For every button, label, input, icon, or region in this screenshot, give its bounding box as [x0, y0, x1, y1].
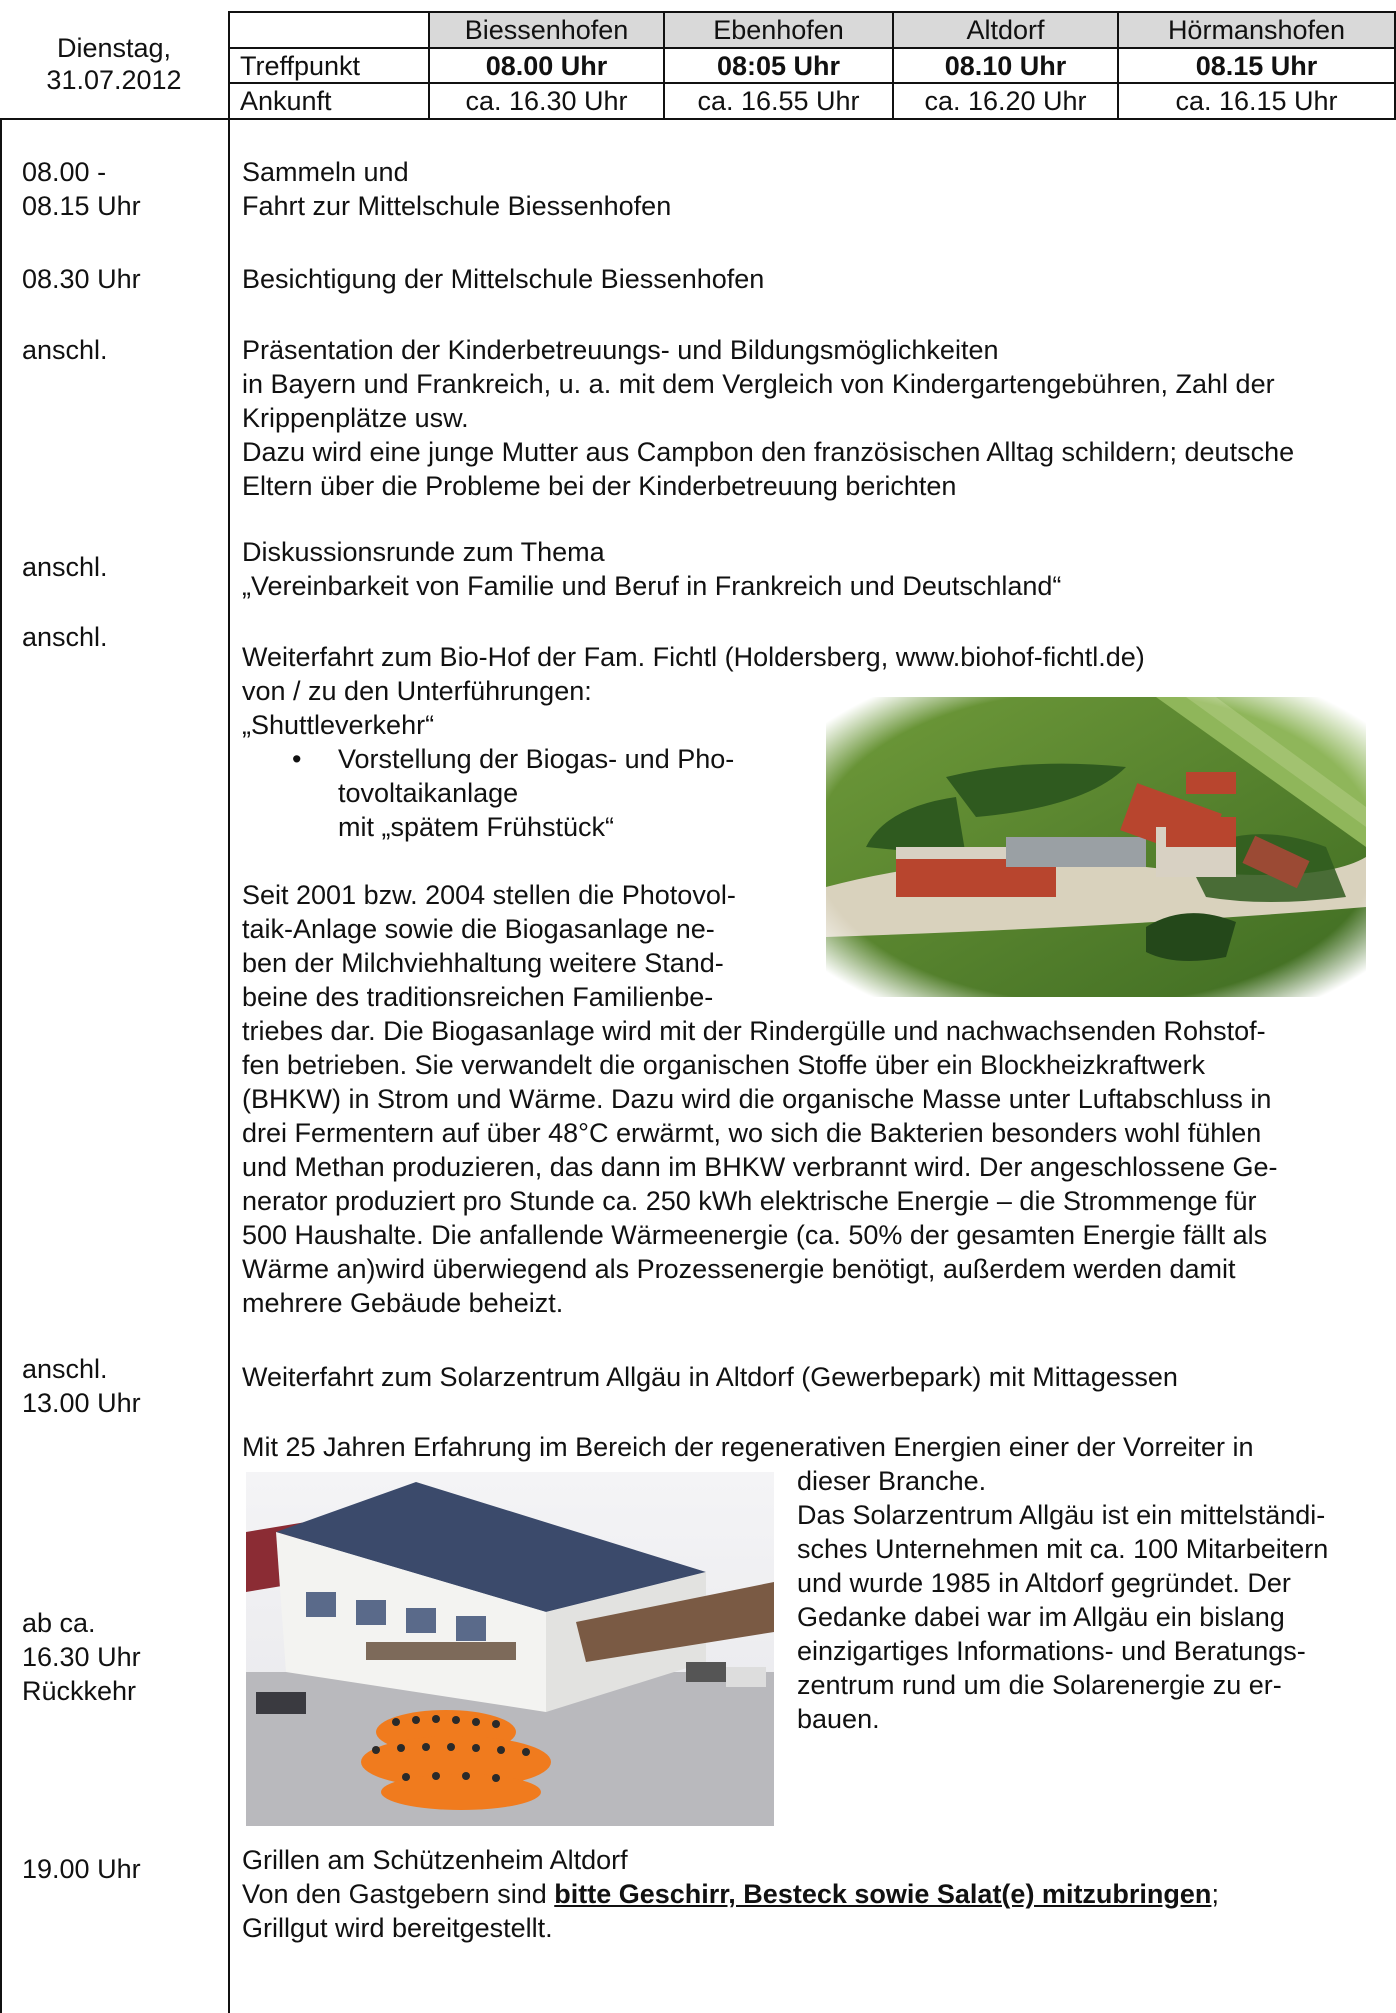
- text-line: Gedanke dabei war im Allgäu ein bislang: [797, 1602, 1285, 1632]
- text-line: sches Unternehmen mit ca. 100 Mitarbeitern: [797, 1534, 1329, 1564]
- text-line: Das Solarzentrum Allgäu ist ein mittelständi-: [797, 1500, 1326, 1530]
- section-solarzentrum-line1: Weiterfahrt zum Solarzentrum Allgäu in Altdorf (Gewerbepark) mit Mittagessen: [242, 1362, 1178, 1392]
- text-line: Vorstellung der Biogas- und Pho-: [338, 744, 735, 774]
- frame-column-divider: [228, 120, 230, 2013]
- section-biohof-narrow: [242, 878, 736, 1014]
- ankunft-time: ca. 16.30 Uhr: [465, 86, 628, 116]
- text-line: Wärme an)wird überwiegend als Prozessenergie benötigt, außerdem werden damit: [242, 1254, 1236, 1284]
- text-line: bauen.: [797, 1704, 880, 1734]
- location-name: Biessenhofen: [464, 15, 629, 45]
- location-name: Ebenhofen: [713, 15, 844, 45]
- treffpunkt-time: 08.00 Uhr: [485, 51, 608, 81]
- text-line: mit „spätem Frühstück“: [338, 812, 615, 842]
- treffpunkt-time: 08.15 Uhr: [1195, 51, 1318, 81]
- text-line: „Shuttleverkehr“: [242, 710, 435, 740]
- bullet-dot: •: [292, 744, 302, 774]
- biohof-aerial-photo: [826, 697, 1366, 997]
- text-line: Dazu wird eine junge Mutter aus Campbon den französischen Alltag schildern; deutsche: [242, 437, 1295, 467]
- time-slot-3: anschl.: [22, 335, 108, 365]
- text-line: Eltern über die Probleme bei der Kinderbetreuung berichten: [242, 471, 957, 501]
- text-line: Seit 2001 bzw. 2004 stellen die Photovol-: [242, 880, 736, 910]
- header-date: 31.07.2012: [46, 65, 182, 95]
- text-line: Grillen am Schützenheim Altdorf: [242, 1845, 628, 1875]
- row-label-treffpunkt: Treffpunkt: [240, 51, 361, 81]
- text-span: ;: [1211, 1879, 1219, 1909]
- section-solarzentrum-text: [797, 1464, 1328, 1736]
- time-slot-2: 08.30 Uhr: [22, 264, 141, 294]
- text-line: nerator produziert pro Stunde ca. 250 kWh elektrische Energie – die Strommenge für: [242, 1186, 1257, 1216]
- text-line: einzigartiges Informations- und Beratungs-: [797, 1636, 1306, 1666]
- time-slot-6: [22, 1352, 141, 1420]
- text-line: Fahrt zur Mittelschule Biessenhofen: [242, 191, 672, 221]
- solarzentrum-photo: [246, 1472, 774, 1826]
- frame-left-line: [0, 120, 2, 2013]
- time-text: Rückkehr: [22, 1676, 137, 1706]
- text-line: mehrere Gebäude beheizt.: [242, 1288, 564, 1318]
- location-name: Hörmanshofen: [1167, 15, 1346, 45]
- emphasis-text: bitte Geschirr, Besteck sowie Salat(e) mitzubringen: [554, 1879, 1212, 1909]
- section-praesentation: [242, 333, 1392, 503]
- text-line: drei Fermentern auf über 48°C erwärmt, wo sich die Bakterien besonders wohl fühlen: [242, 1118, 1262, 1148]
- section-besichtigung: Besichtigung der Mittelschule Biessenhofen: [242, 264, 765, 294]
- section-grillen: [242, 1843, 1392, 1945]
- ankunft-time: ca. 16.55 Uhr: [697, 86, 860, 116]
- time-slot-8: 19.00 Uhr: [22, 1854, 141, 1884]
- section-biohof-text: [242, 1014, 1392, 1320]
- text-line: und wurde 1985 in Altdorf gegründet. Der: [797, 1568, 1291, 1598]
- time-text: 08.00 -: [22, 157, 107, 187]
- text-line: Krippenplätze usw.: [242, 403, 469, 433]
- time-slot-4: anschl.: [22, 552, 108, 582]
- text-line: Weiterfahrt zum Bio-Hof der Fam. Fichtl (Holdersberg, www.biohof-fichtl.de): [242, 642, 1145, 672]
- section-diskussion: [242, 535, 1061, 603]
- time-slot-1: [22, 155, 141, 223]
- header-table: [0, 0, 1396, 120]
- section-sammeln: [242, 155, 671, 223]
- text-line: Grillgut wird bereitgestellt.: [242, 1913, 553, 1943]
- text-line: triebes dar. Die Biogasanlage wird mit der Rindergülle und nachwachsenden Rohstof-: [242, 1016, 1266, 1046]
- text-line: „Vereinbarkeit von Familie und Beruf in Frankreich und Deutschland“: [242, 571, 1062, 601]
- text-line: taik-Anlage sowie die Biogasanlage ne-: [242, 914, 715, 944]
- treffpunkt-time: 08:05 Uhr: [716, 51, 841, 81]
- text-span: Von den Gastgebern sind: [242, 1879, 555, 1909]
- text-line: und Methan produzieren, das dann im BHKW verbrannt wird. Der angeschlossene Ge-: [242, 1152, 1278, 1182]
- time-text: 16.30 Uhr: [22, 1642, 141, 1672]
- text-line: (BHKW) in Strom und Wärme. Dazu wird die organische Masse unter Luftabschluss in: [242, 1084, 1272, 1114]
- ankunft-time: ca. 16.15 Uhr: [1175, 86, 1338, 116]
- text-line: in Bayern und Frankreich, u. a. mit dem Vergleich von Kindergartengebühren, Zahl der: [242, 369, 1275, 399]
- text-line: beine des traditionsreichen Familienbe-: [242, 982, 714, 1012]
- text-line: fen betrieben. Sie verwandelt die organischen Stoffe über ein Blockheizkraftwerk: [242, 1050, 1206, 1080]
- time-text: anschl.: [22, 1354, 108, 1384]
- time-text: ab ca.: [22, 1608, 96, 1638]
- section-solarzentrum-line2: Mit 25 Jahren Erfahrung im Bereich der regenerativen Energien einer der Vorreiter in: [242, 1432, 1254, 1462]
- text-line: zentrum rund um die Solarenergie zu er-: [797, 1670, 1282, 1700]
- time-text: 13.00 Uhr: [22, 1388, 141, 1418]
- row-label-ankunft: Ankunft: [240, 86, 332, 116]
- header-day: Dienstag,: [56, 33, 172, 63]
- text-line: Präsentation der Kinderbetreuungs- und Bildungsmöglichkeiten: [242, 335, 999, 365]
- text-line: Sammeln und: [242, 157, 409, 187]
- time-slot-7: [22, 1606, 141, 1708]
- location-name: Altdorf: [966, 15, 1045, 45]
- ankunft-time: ca. 16.20 Uhr: [924, 86, 1087, 116]
- text-line: tovoltaikanlage: [338, 778, 519, 808]
- text-line: ben der Milchviehhaltung weitere Stand-: [242, 948, 724, 978]
- treffpunkt-time: 08.10 Uhr: [944, 51, 1067, 81]
- text-line: [242, 1877, 1392, 1911]
- text-line: dieser Branche.: [797, 1466, 987, 1496]
- text-line: 500 Haushalte. Die anfallende Wärmeenergie (ca. 50% der gesamten Energie fällt als: [242, 1220, 1268, 1250]
- text-line: von / zu den Unterführungen:: [242, 676, 592, 706]
- time-text: 08.15 Uhr: [22, 191, 141, 221]
- time-slot-5: anschl.: [22, 622, 108, 652]
- text-line: Diskussionsrunde zum Thema: [242, 537, 605, 567]
